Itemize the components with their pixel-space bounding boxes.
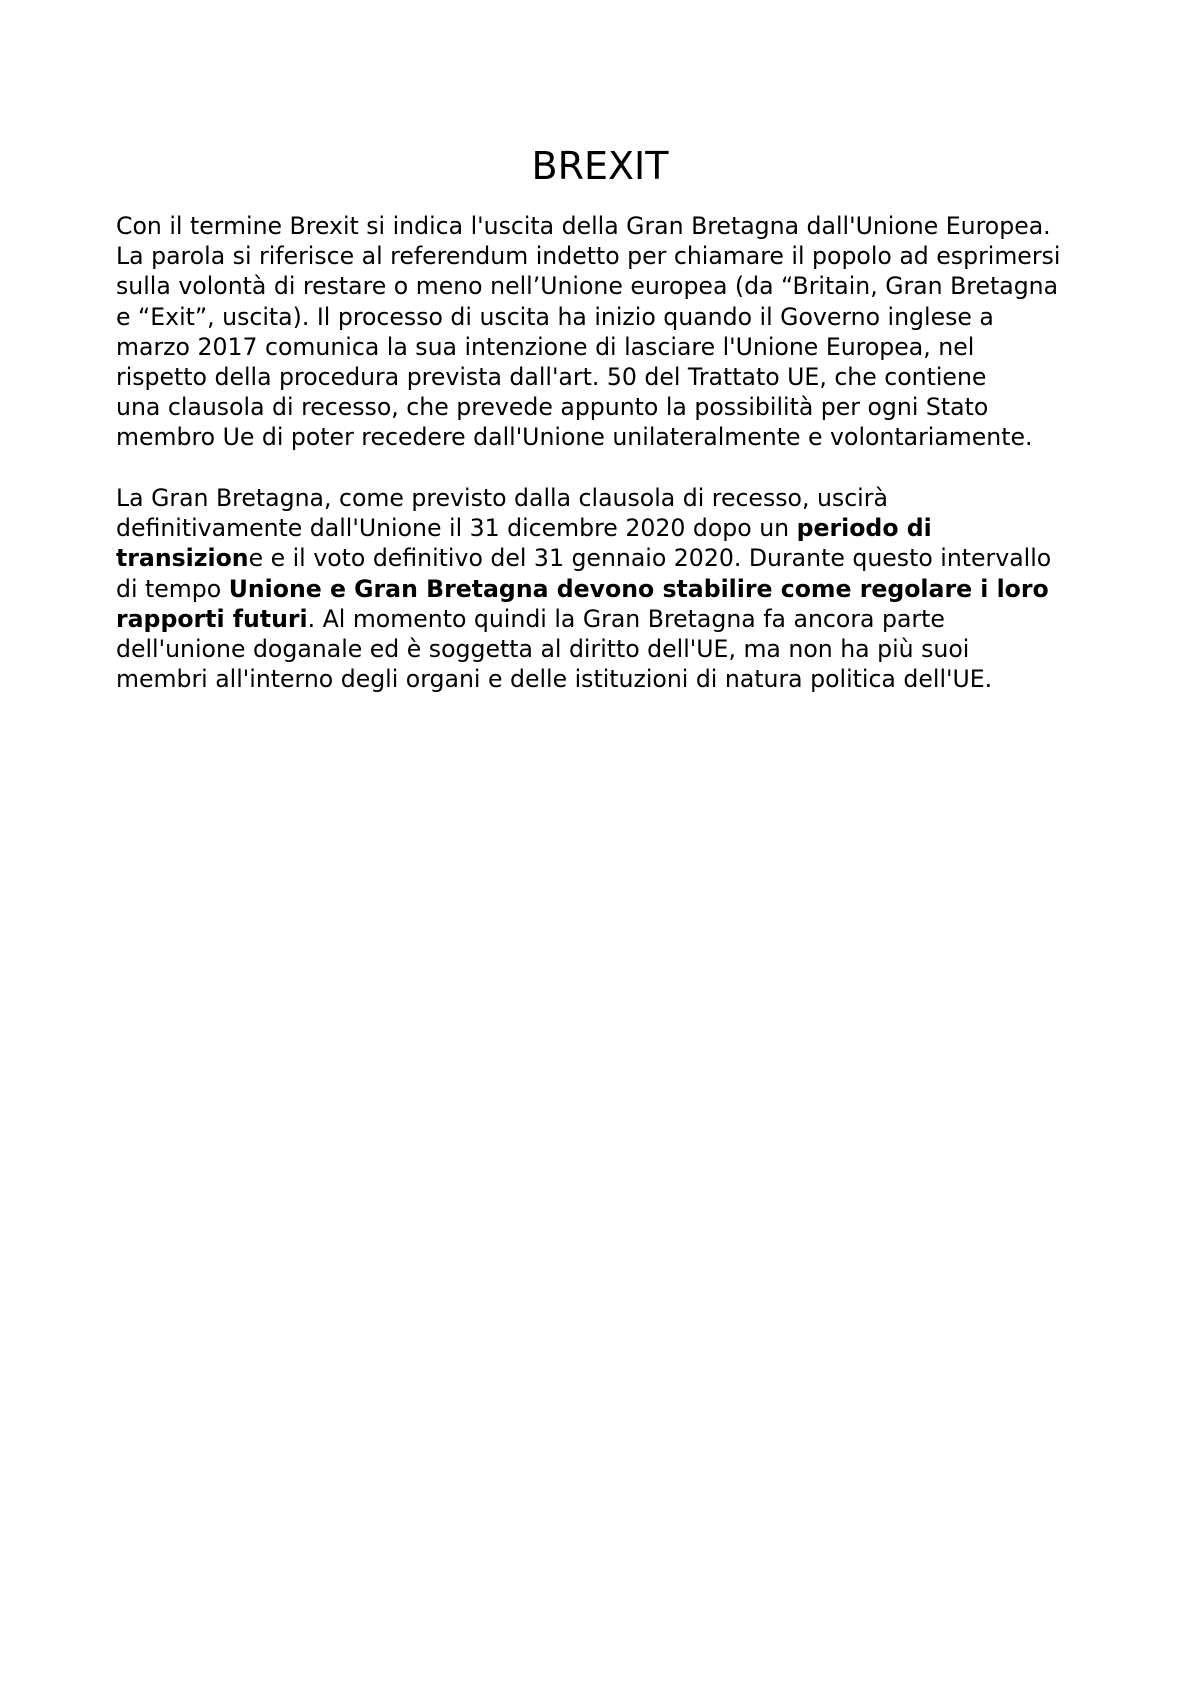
- paragraph-transition: [116, 483, 1116, 694]
- text-run: . Al momento quindi la Gran Bretagna fa ancora parte: [307, 604, 945, 633]
- text-line: [116, 513, 1116, 543]
- text-line: marzo 2017 comunica la sua intenzione di lasciare l'Unione Europea, nel: [116, 332, 975, 361]
- text-line: membri all'interno degli organi e delle istituzioni di natura politica dell'UE.: [116, 665, 993, 694]
- text-line: La parola si riferisce al referendum indetto per chiamare il popolo ad esprimersi: [116, 242, 1061, 271]
- paragraph-intro: [116, 211, 1116, 453]
- text-line: [116, 543, 1116, 573]
- text-line: [116, 604, 1116, 634]
- bold-text: periodo di: [796, 514, 932, 543]
- text-line: La Gran Bretagna, come previsto dalla clausola di recesso, uscirà: [116, 484, 888, 512]
- bold-text: Unione e Gran Bretagna devono stabilire come regolare i loro: [228, 574, 1049, 603]
- text-line: sulla volontà di restare o meno nell’Unione europea (da “Britain, Gran Bretagna: [116, 272, 1059, 301]
- bold-text: rapporti futuri: [116, 604, 308, 633]
- document-title: BREXIT: [531, 144, 669, 188]
- text-line: membro Ue di poter recedere dall'Unione unilateralmente e volontariamente.: [116, 423, 1033, 452]
- text-line: [116, 574, 1116, 604]
- text-line: una clausola di recesso, che prevede appunto la possibilità per ogni Stato: [116, 393, 989, 422]
- text-line: Con il termine Brexit si indica l'uscita della Gran Bretagna dall'Unione Europea.: [116, 212, 1051, 240]
- bold-text: transizion: [116, 544, 249, 573]
- text-line: rispetto della procedura prevista dall'art. 50 del Trattato UE, che contiene: [116, 363, 987, 392]
- text-run: di tempo: [116, 574, 229, 603]
- text-line: dell'unione doganale ed è soggetta al diritto dell'UE, ma non ha più suoi: [116, 635, 970, 664]
- text-line: e “Exit”, uscita). Il processo di uscita ha inizio quando il Governo inglese a: [116, 302, 994, 331]
- text-run: definitivamente dall'Unione il 31 dicembre 2020 dopo un: [116, 514, 797, 543]
- text-run: e e il voto definitivo del 31 gennaio 2020. Durante questo intervallo: [248, 544, 1052, 573]
